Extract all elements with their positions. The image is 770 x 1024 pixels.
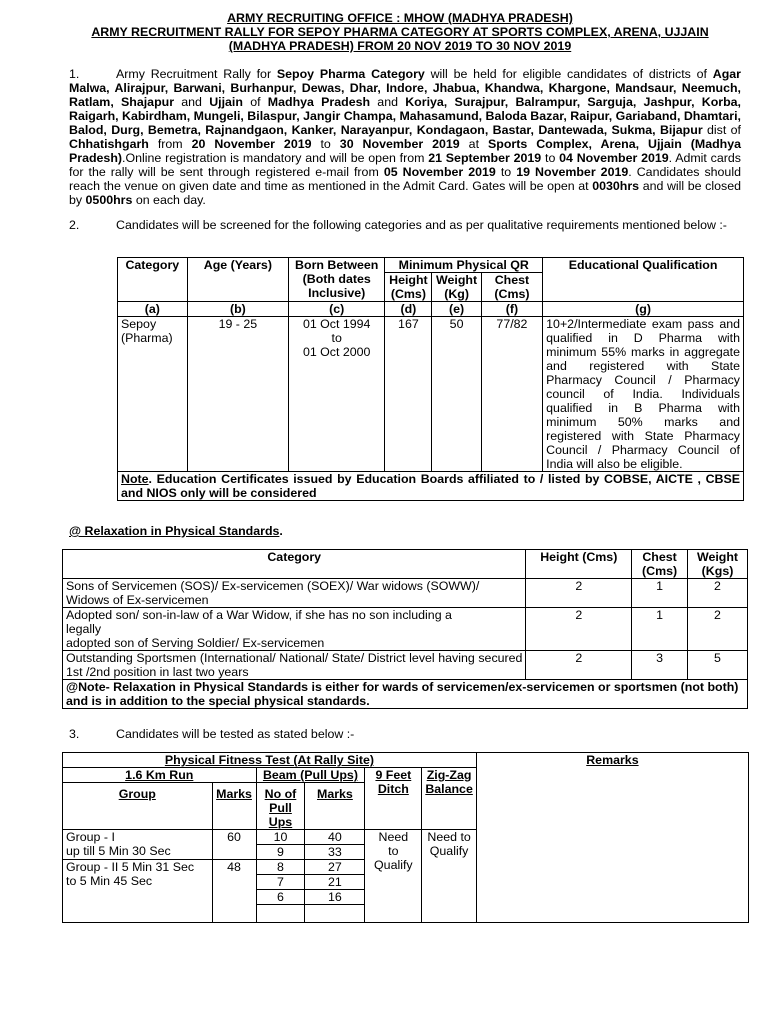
table-row	[63, 651, 748, 680]
relaxation-height: 2	[526, 651, 632, 680]
header-marks2: Marks	[305, 783, 365, 830]
header-height-line: Height	[389, 273, 428, 287]
relaxation-weight: 2	[688, 608, 748, 651]
zigzag-line: Qualify	[429, 844, 469, 858]
header-weight	[432, 273, 481, 302]
header-born-line: Born Between	[295, 258, 379, 272]
header-height: Height (Cms)	[526, 550, 632, 579]
p1-bold: 21 September 2019	[428, 151, 542, 165]
pullups-marks: 40	[305, 830, 365, 845]
pullups-marks: 16	[305, 890, 365, 905]
relaxation-category: Outstanding Sportsmen (International/ National/ State/ District level having secured 1st /2nd position in last two years	[63, 651, 526, 680]
ditch-line: Qualify	[374, 858, 413, 872]
header-zigzag	[422, 768, 477, 830]
relaxation-category: Adopted son/ son-in-law of a War Widow, if she has no son including a legally adopted son of Serving Soldier/ Ex-servicemen	[63, 608, 526, 651]
header-beam: Beam (Pull Ups)	[256, 768, 365, 783]
header-weight-line: (Kg)	[444, 287, 469, 301]
physical-fitness-table	[62, 752, 749, 923]
header-educational-qualification: Educational Qualification	[543, 258, 744, 302]
column-label: (g)	[543, 302, 744, 317]
header-born-between	[289, 258, 385, 302]
header-pullups-line: Pull Ups	[268, 801, 293, 829]
relaxation-chest: 3	[632, 651, 688, 680]
p1-text: .Online registration is mandatory and will be open from	[122, 151, 429, 165]
paragraph-3-text: Candidates will be tested as stated below :-	[116, 727, 355, 741]
column-label: (c)	[289, 302, 385, 317]
education-cell: 10+2/Intermediate exam pass and qualified in D Pharma with minimum 55% marks in aggregate and registered with State Pharmacy Council / Pharmacy council of India. Individuals qualified in B Pharma with minimum 50% marks and registered with State Pharmacy Council / Pharmacy Council of India will also be eligible.	[543, 317, 744, 472]
paragraph-1	[69, 67, 741, 207]
ditch-line: to	[388, 844, 399, 858]
p1-bold: Ujjain	[209, 95, 243, 109]
p1-text: to	[495, 165, 517, 179]
p1-bold: 04 November 2019	[559, 151, 669, 165]
header-ditch	[365, 768, 422, 830]
category-line: (Pharma)	[121, 331, 173, 345]
group-2-marks: 48	[212, 860, 256, 923]
paragraph-2	[69, 218, 741, 232]
p1-text: to	[541, 151, 560, 165]
header-chest	[481, 273, 542, 302]
header-chest	[632, 550, 688, 579]
relaxation-weight: 2	[688, 579, 748, 608]
header-ditch-line: 9 Feet	[375, 768, 412, 782]
note-label: Note	[121, 472, 149, 486]
pullups-marks: 21	[305, 875, 365, 890]
column-label: (b)	[187, 302, 288, 317]
group-2-line: to 5 Min 45 Sec	[66, 874, 153, 888]
born-line: to	[331, 331, 342, 345]
p1-text: dist of	[702, 123, 741, 137]
relaxation-height: 2	[526, 579, 632, 608]
column-label: (d)	[385, 302, 432, 317]
header-pullups-line: No of	[264, 787, 297, 801]
header-category: Category	[118, 258, 188, 302]
header-rally-title: ARMY RECRUITMENT RALLY FOR SEPOY PHARMA CATEGORY AT SPORTS COMPLEX, ARENA, UJJAIN	[91, 25, 709, 39]
category-cell	[118, 317, 188, 472]
relaxation-chest: 1	[632, 608, 688, 651]
header-min-physical-qr: Minimum Physical QR	[385, 258, 543, 273]
pullups-count: 8	[256, 860, 305, 875]
pullups-marks-empty	[305, 905, 365, 923]
pullups-count: 6	[256, 890, 305, 905]
header-weight-line: Weight	[436, 273, 478, 287]
p1-bold: 20 November 2019	[191, 137, 312, 151]
p1-text: on each day.	[132, 193, 206, 207]
header-pft: Physical Fitness Test (At Rally Site)	[63, 753, 477, 768]
p1-bold: Sepoy Pharma Category	[276, 67, 425, 81]
p1-text: to	[311, 137, 340, 151]
header-weight	[688, 550, 748, 579]
p1-text: Army Recruitment Rally for	[116, 67, 277, 81]
header-marks: Marks	[212, 783, 256, 830]
education-note	[118, 472, 744, 501]
column-label: (a)	[118, 302, 188, 317]
paragraph-number: 1.	[69, 67, 80, 81]
header-category: Category	[63, 550, 526, 579]
paragraph-3	[69, 727, 741, 741]
relaxation-chest: 1	[632, 579, 688, 608]
header-born-line: (Both dates	[302, 272, 371, 286]
pullups-count: 7	[256, 875, 305, 890]
p1-text: will be held for eligible candidates of districts of	[424, 67, 713, 81]
relaxation-title-dot: .	[279, 524, 283, 538]
p1-bold: 0030hrs	[592, 179, 640, 193]
header-office: ARMY RECRUITING OFFICE : MHOW (MADHYA PRADESH)	[227, 11, 573, 25]
header-remarks: Remarks	[586, 753, 639, 767]
p1-bold: Sports Complex, Arena, Ujjain (Madhya Pradesh)	[69, 137, 742, 165]
header-weight-line: (Kgs)	[701, 564, 734, 578]
group-1-line: up till 5 Min 30 Sec	[66, 844, 171, 858]
height-cell: 167	[385, 317, 432, 472]
header-chest-line: Chest	[642, 550, 677, 564]
header-weight-line: Weight	[696, 550, 739, 564]
born-line: 01 Oct 1994	[302, 317, 371, 331]
p1-bold: 05 November 2019	[383, 165, 496, 179]
p1-bold: 30 November 2019	[339, 137, 460, 151]
relaxation-title	[69, 524, 283, 538]
category-line: Sepoy	[121, 317, 157, 331]
born-line: 01 Oct 2000	[302, 345, 371, 359]
relaxation-note: @Note- Relaxation in Physical Standards is either for wards of servicemen/ex-servicemen or sportsmen (not both) and is in addition to the special physical standards.	[63, 680, 748, 709]
relaxation-title-text: @ Relaxation in Physical Standards	[69, 524, 280, 538]
born-between-cell	[289, 317, 385, 472]
zigzag-line: Need to	[427, 830, 471, 844]
header-rally-dates: (MADHYA PRADESH) FROM 20 NOV 2019 TO 30 NOV 2019	[228, 39, 572, 53]
header-age: Age (Years)	[187, 258, 288, 302]
age-cell: 19 - 25	[187, 317, 288, 472]
group-1-line: Group - I	[66, 830, 115, 844]
p1-text: at	[459, 137, 488, 151]
p1-text: and will be closed by	[69, 179, 741, 207]
p1-text: . Admit cards for the rally will be sent through registered e-mail from	[69, 151, 741, 179]
p1-text: of	[242, 95, 268, 109]
relaxation-table	[62, 549, 748, 709]
header-height	[385, 273, 432, 302]
p1-bold: 0500hrs	[85, 193, 133, 207]
relaxation-category: Sons of Servicemen (SOS)/ Ex-servicemen (SOEX)/ War widows (SOWW)/ Widows of Ex-servicemen	[63, 579, 526, 608]
ditch-cell	[365, 830, 422, 923]
paragraph-number: 2.	[69, 218, 80, 232]
header-run: 1.6 Km Run	[63, 768, 257, 783]
zigzag-cell	[422, 830, 477, 923]
p1-bold: Koriya, Surajpur, Balrampur, Sarguja, Jashpur, Korba, Raigarh, Kabirdham, Mungeli, Bilaspur, Jangir Champa, Mahasamund, Baloda Bazar, Raipur, Gariaband, Dhamtari, Balod, Durg, Bemetra, Rajnandgaon, Kanker, Narayanpur, Kondagaon, Bastar, Dantewada, Sukma, Bijapur	[69, 95, 742, 137]
p1-text: and	[370, 95, 406, 109]
chest-cell: 77/82	[481, 317, 542, 472]
weight-cell: 50	[432, 317, 481, 472]
header-chest-line: Chest	[494, 273, 530, 287]
p1-text: and	[174, 95, 210, 109]
pullups-count: 9	[256, 845, 305, 860]
pullups-count-empty	[256, 905, 305, 923]
header-zigzag-line: Zig-Zag	[426, 768, 472, 782]
header-zigzag-line: Balance	[425, 782, 473, 796]
pullups-marks: 33	[305, 845, 365, 860]
header-chest-line: (Cms)	[494, 287, 530, 301]
p1-text: from	[148, 137, 192, 151]
p1-bold: Agar Malwa, Alirajpur, Barwani, Burhanpur, Dewas, Dhar, Indore, Jhabua, Khandwa, Khargone, Mandsaur, Neemuch, Ratlam, Shajapur	[69, 67, 741, 109]
group-2-line: Group - II 5 Min 31 Sec	[66, 860, 195, 874]
group-2-cell	[63, 860, 213, 923]
p1-bold: Chhatishgarh	[69, 137, 149, 151]
relaxation-height: 2	[526, 608, 632, 651]
column-label: (f)	[481, 302, 542, 317]
paragraph-2-text: Candidates will be screened for the following categories and as per qualitative requirements mentioned below :-	[116, 218, 727, 232]
eligibility-table	[117, 257, 744, 501]
paragraph-number: 3.	[69, 727, 80, 741]
header-group: Group	[63, 783, 213, 830]
column-label: (e)	[432, 302, 481, 317]
p1-text: . Candidates should reach the venue on given date and time as mentioned in the Admit Card. Gates will be open at	[69, 165, 741, 193]
header-born-line: Inclusive)	[308, 286, 366, 300]
group-1-cell	[63, 830, 213, 860]
pullups-count: 10	[256, 830, 305, 845]
remarks-cell	[476, 753, 748, 923]
p1-bold: 19 November 2019	[516, 165, 629, 179]
ditch-line: Need	[378, 830, 409, 844]
table-row	[63, 608, 748, 651]
relaxation-weight: 5	[688, 651, 748, 680]
header-height-line: (Cms)	[390, 287, 426, 301]
group-1-marks: 60	[212, 830, 256, 860]
p1-bold: Madhya Pradesh	[267, 95, 371, 109]
header-chest-line: (Cms)	[642, 564, 678, 578]
table-row	[63, 579, 748, 608]
pullups-marks: 27	[305, 860, 365, 875]
note-text: . Education Certificates issued by Education Boards affiliated to / listed by COBSE, AICTE , CBSE and NIOS only will be considered	[121, 472, 740, 500]
header-pullups	[256, 783, 305, 830]
header-ditch-line: Ditch	[377, 782, 409, 796]
